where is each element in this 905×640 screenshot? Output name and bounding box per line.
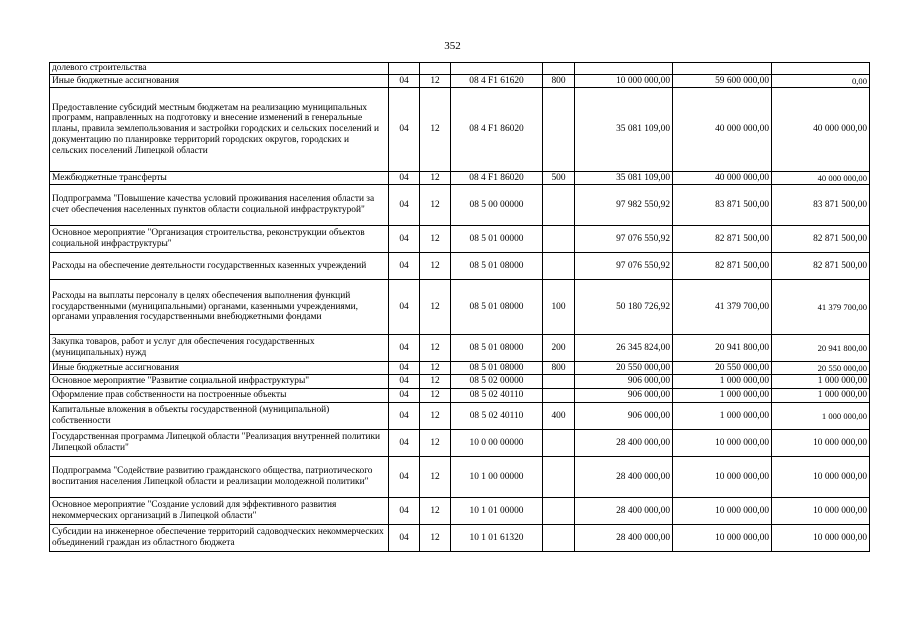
amount-year3-cell: 10 000 000,00 [772, 498, 870, 525]
row-name-cell: долевого строительства [50, 63, 389, 75]
target-article-cell: 08 5 01 00000 [451, 226, 543, 253]
subsection-code-cell: 12 [420, 253, 451, 280]
expense-type-cell: 500 [543, 172, 575, 185]
expense-type-cell: 100 [543, 280, 575, 335]
row-name-cell: Основное мероприятие "Организация строительства, реконструкции объектов социальной инфраструктуры" [50, 226, 389, 253]
amount-year3-cell: 82 871 500,00 [772, 253, 870, 280]
expense-type-cell [543, 185, 575, 226]
target-article-cell: 08 5 01 08000 [451, 280, 543, 335]
target-article-cell: 08 5 01 08000 [451, 253, 543, 280]
amount-year1-cell: 26 345 824,00 [575, 335, 673, 362]
amount-year1-cell: 28 400 000,00 [575, 525, 673, 552]
expense-type-cell: 200 [543, 335, 575, 362]
section-code-cell: 04 [389, 457, 420, 498]
target-article-cell: 08 5 02 00000 [451, 375, 543, 389]
subsection-code-cell: 12 [420, 280, 451, 335]
subsection-code-cell: 12 [420, 172, 451, 185]
page-number: 352 [444, 40, 461, 52]
amount-year2-cell: 82 871 500,00 [673, 226, 772, 253]
row-name-cell: Подпрограмма "Повышение качества условий проживания населения области за счет обеспечения населенных пунктов области социальной инфраструктурой" [50, 185, 389, 226]
section-code-cell: 04 [389, 226, 420, 253]
amount-year1-cell: 906 000,00 [575, 389, 673, 403]
table-row [50, 525, 870, 552]
amount-year2-cell: 40 000 000,00 [673, 88, 772, 172]
row-name-cell: Иные бюджетные ассигнования [50, 75, 389, 88]
table-row [50, 226, 870, 253]
subsection-code-cell: 12 [420, 403, 451, 430]
table-row [50, 457, 870, 498]
amount-year1-cell: 28 400 000,00 [575, 498, 673, 525]
target-article-cell: 08 4 F1 86020 [451, 88, 543, 172]
table-row [50, 403, 870, 430]
expense-type-cell: 800 [543, 75, 575, 88]
target-article-cell: 10 1 01 61320 [451, 525, 543, 552]
section-code-cell: 04 [389, 362, 420, 375]
amount-year3-cell: 10 000 000,00 [772, 430, 870, 457]
amount-year1-cell: 50 180 726,92 [575, 280, 673, 335]
subsection-code-cell: 12 [420, 75, 451, 88]
expense-type-cell [543, 226, 575, 253]
table-row [50, 63, 870, 75]
row-name-cell: Капитальные вложения в объекты государственной (муниципальной) собственности [50, 403, 389, 430]
amount-year2-cell: 1 000 000,00 [673, 403, 772, 430]
row-name-cell: Иные бюджетные ассигнования [50, 362, 389, 375]
row-name-cell: Подпрограмма "Содействие развитию гражданского общества, патриотического воспитания населения Липецкой области и реализации молодежной политики" [50, 457, 389, 498]
row-name-cell: Расходы на обеспечение деятельности государственных казенных учреждений [50, 253, 389, 280]
target-article-cell: 08 5 02 40110 [451, 403, 543, 430]
amount-year2-cell: 10 000 000,00 [673, 498, 772, 525]
row-name-cell: Расходы на выплаты персоналу в целях обеспечения выполнения функций государственными (муниципальными) органами, казенными учреждениями, органами управления государственными внебюджетными фондами [50, 280, 389, 335]
amount-year3-cell: 1 000 000,00 [772, 389, 870, 403]
amount-year3-cell [772, 63, 870, 75]
amount-year3-cell: 20 550 000,00 [772, 362, 870, 375]
subsection-code-cell: 12 [420, 185, 451, 226]
amount-year3-cell: 40 000 000,00 [772, 88, 870, 172]
target-article-cell: 08 4 F1 61620 [451, 75, 543, 88]
row-name-cell: Основное мероприятие "Создание условий для эффективного развития некоммерческих организаций в Липецкой области" [50, 498, 389, 525]
amount-year1-cell: 20 550 000,00 [575, 362, 673, 375]
expense-type-cell [543, 375, 575, 389]
amount-year2-cell: 83 871 500,00 [673, 185, 772, 226]
subsection-code-cell: 12 [420, 525, 451, 552]
amount-year1-cell: 97 076 550,92 [575, 226, 673, 253]
section-code-cell: 04 [389, 498, 420, 525]
section-code-cell: 04 [389, 253, 420, 280]
table-row [50, 75, 870, 88]
amount-year1-cell: 28 400 000,00 [575, 430, 673, 457]
amount-year3-cell: 40 000 000,00 [772, 172, 870, 185]
section-code-cell: 04 [389, 430, 420, 457]
expense-type-cell [543, 63, 575, 75]
section-code-cell: 04 [389, 525, 420, 552]
amount-year3-cell: 82 871 500,00 [772, 226, 870, 253]
section-code-cell: 04 [389, 75, 420, 88]
expense-type-cell: 400 [543, 403, 575, 430]
table-row [50, 172, 870, 185]
expense-type-cell [543, 88, 575, 172]
table-row [50, 88, 870, 172]
subsection-code-cell [420, 63, 451, 75]
amount-year1-cell: 28 400 000,00 [575, 457, 673, 498]
section-code-cell: 04 [389, 335, 420, 362]
row-name-cell: Предоставление субсидий местным бюджетам на реализацию муниципальных программ, направленных на подготовку и внесение изменений в генеральные планы, правила землепользования и застройки городских и сельских поселений и документацию по планировке территорий городских округов, городских и сельских поселений Липецкой области [50, 88, 389, 172]
expense-type-cell [543, 525, 575, 552]
amount-year2-cell: 82 871 500,00 [673, 253, 772, 280]
section-code-cell: 04 [389, 172, 420, 185]
table-row [50, 498, 870, 525]
amount-year3-cell: 0,00 [772, 75, 870, 88]
expense-type-cell [543, 457, 575, 498]
amount-year3-cell: 1 000 000,00 [772, 375, 870, 389]
amount-year1-cell: 35 081 109,00 [575, 88, 673, 172]
subsection-code-cell: 12 [420, 88, 451, 172]
table-row [50, 389, 870, 403]
target-article-cell: 08 4 F1 86020 [451, 172, 543, 185]
subsection-code-cell: 12 [420, 389, 451, 403]
target-article-cell: 08 5 01 08000 [451, 335, 543, 362]
table-row [50, 280, 870, 335]
table-row [50, 430, 870, 457]
amount-year2-cell [673, 63, 772, 75]
section-code-cell: 04 [389, 389, 420, 403]
section-code-cell: 04 [389, 88, 420, 172]
expense-type-cell [543, 253, 575, 280]
amount-year2-cell: 59 600 000,00 [673, 75, 772, 88]
target-article-cell: 08 5 02 40110 [451, 389, 543, 403]
row-name-cell: Закупка товаров, работ и услуг для обеспечения государственных (муниципальных) нужд [50, 335, 389, 362]
amount-year1-cell [575, 63, 673, 75]
row-name-cell: Государственная программа Липецкой области "Реализация внутренней политики Липецкой области" [50, 430, 389, 457]
row-name-cell: Основное мероприятие "Развитие социальной инфраструктуры" [50, 375, 389, 389]
amount-year2-cell: 1 000 000,00 [673, 375, 772, 389]
target-article-cell [451, 63, 543, 75]
amount-year3-cell: 83 871 500,00 [772, 185, 870, 226]
target-article-cell: 10 0 00 00000 [451, 430, 543, 457]
amount-year2-cell: 10 000 000,00 [673, 457, 772, 498]
amount-year3-cell: 1 000 000,00 [772, 403, 870, 430]
amount-year1-cell: 97 982 550,92 [575, 185, 673, 226]
amount-year1-cell: 35 081 109,00 [575, 172, 673, 185]
row-name-cell: Субсидии на инженерное обеспечение территорий садоводческих некоммерческих объединений граждан из областного бюджета [50, 525, 389, 552]
amount-year2-cell: 40 000 000,00 [673, 172, 772, 185]
target-article-cell: 10 1 01 00000 [451, 498, 543, 525]
table-row [50, 335, 870, 362]
amount-year3-cell: 10 000 000,00 [772, 457, 870, 498]
target-article-cell: 08 5 00 00000 [451, 185, 543, 226]
row-name-cell: Оформление прав собственности на построенные объекты [50, 389, 389, 403]
amount-year3-cell: 20 941 800,00 [772, 335, 870, 362]
amount-year2-cell: 20 941 800,00 [673, 335, 772, 362]
target-article-cell: 10 1 00 00000 [451, 457, 543, 498]
subsection-code-cell: 12 [420, 430, 451, 457]
amount-year2-cell: 1 000 000,00 [673, 389, 772, 403]
amount-year1-cell: 10 000 000,00 [575, 75, 673, 88]
subsection-code-cell: 12 [420, 498, 451, 525]
subsection-code-cell: 12 [420, 375, 451, 389]
subsection-code-cell: 12 [420, 335, 451, 362]
amount-year2-cell: 10 000 000,00 [673, 430, 772, 457]
row-name-cell: Межбюджетные трансферты [50, 172, 389, 185]
expense-type-cell: 800 [543, 362, 575, 375]
subsection-code-cell: 12 [420, 457, 451, 498]
amount-year1-cell: 97 076 550,92 [575, 253, 673, 280]
amount-year3-cell: 10 000 000,00 [772, 525, 870, 552]
table-row [50, 362, 870, 375]
section-code-cell: 04 [389, 280, 420, 335]
table-row [50, 253, 870, 280]
amount-year3-cell: 41 379 700,00 [772, 280, 870, 335]
section-code-cell: 04 [389, 375, 420, 389]
amount-year2-cell: 10 000 000,00 [673, 525, 772, 552]
section-code-cell: 04 [389, 403, 420, 430]
budget-table [49, 62, 870, 552]
amount-year2-cell: 41 379 700,00 [673, 280, 772, 335]
expense-type-cell [543, 430, 575, 457]
expense-type-cell [543, 389, 575, 403]
expense-type-cell [543, 498, 575, 525]
subsection-code-cell: 12 [420, 226, 451, 253]
target-article-cell: 08 5 01 08000 [451, 362, 543, 375]
subsection-code-cell: 12 [420, 362, 451, 375]
amount-year1-cell: 906 000,00 [575, 403, 673, 430]
amount-year1-cell: 906 000,00 [575, 375, 673, 389]
table-row [50, 185, 870, 226]
table-row [50, 375, 870, 389]
section-code-cell [389, 63, 420, 75]
amount-year2-cell: 20 550 000,00 [673, 362, 772, 375]
section-code-cell: 04 [389, 185, 420, 226]
